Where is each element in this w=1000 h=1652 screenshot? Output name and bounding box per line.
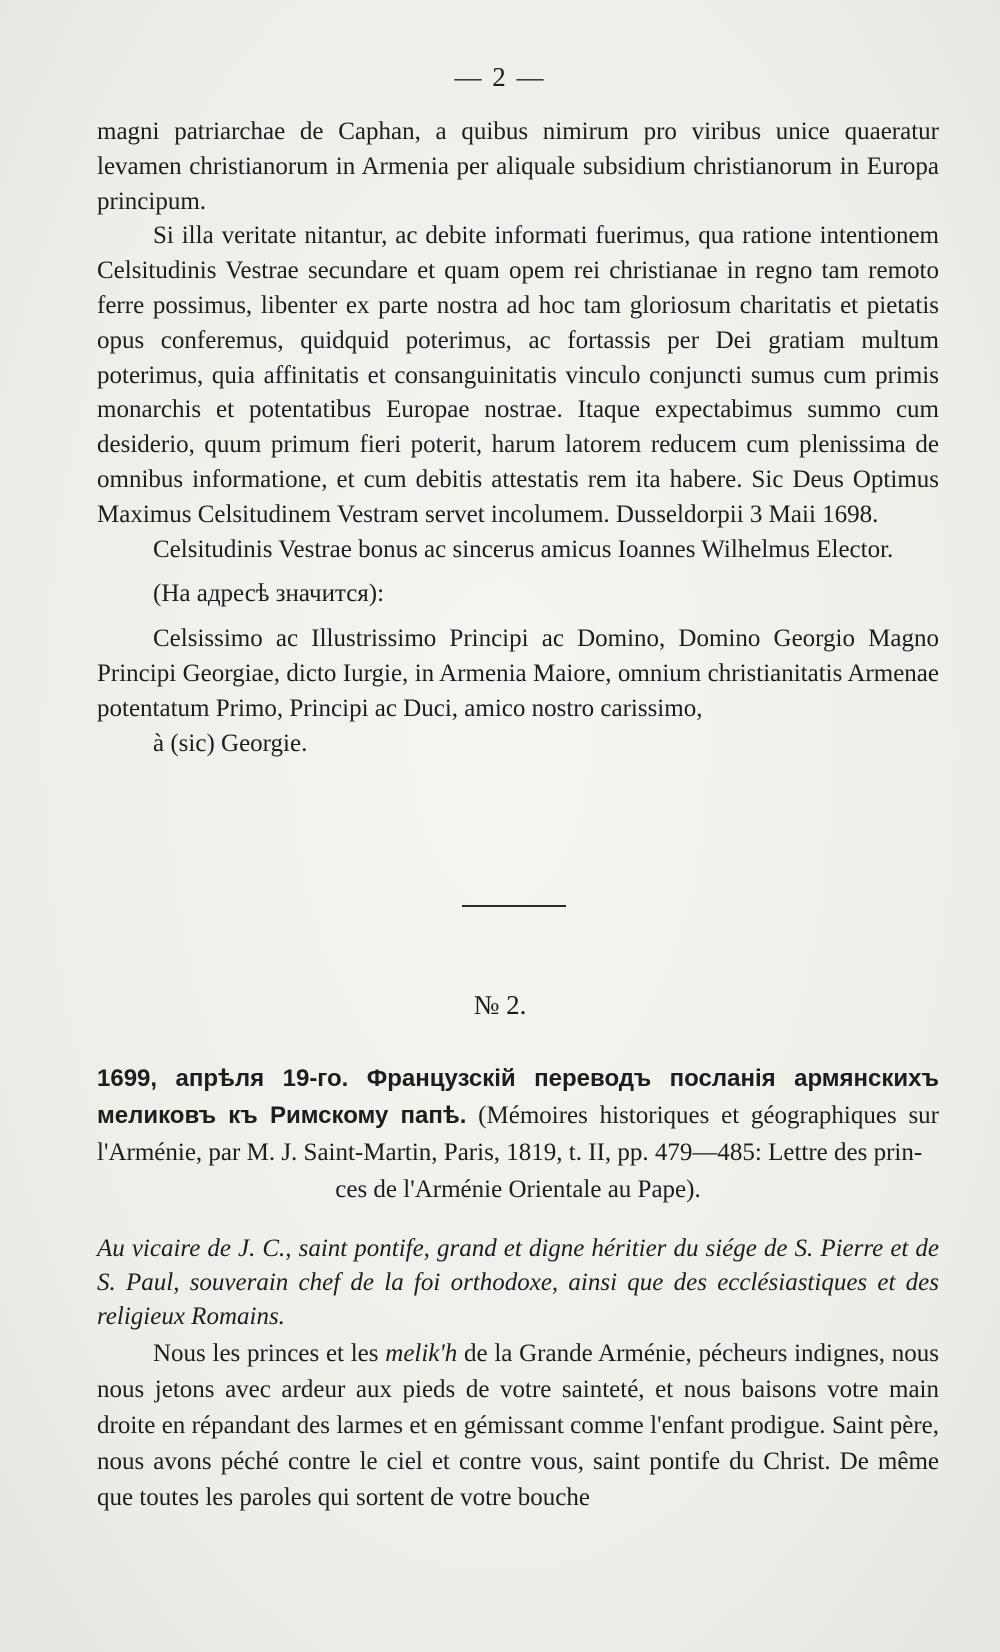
heading-source-end: ces de l'Arménie Orientale au Pape). <box>335 1176 701 1203</box>
paragraph-main: Si illa veritate nitantur, ac debite informati fuerimus, qua ratione intentionem Celsitudinis Vestrae secundare et quam opem rei christianae in regno tam remoto ferre possimus, libenter ex parte nostra ad hoc tam gloriosum charitatis et pietatis opus conferemus, quidquid poterimus, ac fortassis per Dei gratiam multum poterimus, quia affinitatis et consanguinitatis vinculo conjuncti sumus cum primis monarchis et potentatibus Europae nostrae. Itaque expectabimus summo cum desiderio, quum primum fieri poterit, harum latorem reducem cum plenissima de omnibus informatione, et cum debitis attestatis rem ita habere. Sic Deus Optimus Maximus Celsitudinem Vestram servet incolumem. Dusseldorpii 3 Maii 1698. <box>97 222 939 528</box>
heading-title: 1699, апрѣля 19-го. Французскій переводъ посланія армянскихъ меликовъ къ Римскому папѣ. <box>97 1065 939 1129</box>
paragraph-continuation: magni patriarchae de Caphan, a quibus nimirum pro viribus unice quaeratur levamen christianorum in Armenia per aliquale subsidium christianorum in Europa principum. <box>97 118 939 215</box>
heading-source: (Mémoires historiques et géographiques sur l'Arménie, par M. J. Saint-Martin, Paris, 1819, t. II, pp. 479—485: Lettre des prin- <box>97 1102 940 1166</box>
document-heading <box>97 1060 939 1208</box>
letter-body <box>97 1336 939 1516</box>
address-closing: à (sic) Georgie. <box>153 729 308 757</box>
paragraph-signature: Celsitudinis Vestrae bonus ac sincerus amicus Ioannes Wilhelmus Elector. <box>153 535 894 563</box>
address-text: Celsissimo ac Illustrissimo Principi ac Domino, Domino Georgio Magno Principi Georgiae, dicto Iurgie, in Armenia Maiore, omnium christianitatis Armenae potentatum Primo, Principi ac Duci, amico nostro carissimo, <box>97 625 939 722</box>
page-number: — 2 — <box>454 62 546 92</box>
address-note: (На адресѣ значится): <box>153 580 385 608</box>
body-italic-word: melik'h <box>385 1340 458 1367</box>
body-text-start: Nous les princes et les <box>153 1340 379 1367</box>
document-number: № 2. <box>473 990 527 1020</box>
letter-text-block <box>97 115 939 761</box>
section-divider <box>462 905 566 907</box>
letter-address-italic: Au vicaire de J. C., saint pontife, grand et digne héritier du siége de S. Pierre et de S. Paul, souverain chef de la foi orthodoxe, ainsi que des ecclésiastiques et des religieux Romains. <box>97 1235 939 1330</box>
body-text-rest: de la Grande Arménie, pécheurs indignes, nous nous jetons avec ardeur aux pieds de votre sainteté, et nous baisons votre main droite en répandant des larmes et en gémissant comme l'enfant prodigue. Saint père, nous avons péché contre le ciel et contre vous, saint pontife du Christ. De même que toutes les paroles qui sortent de votre bouche <box>97 1340 940 1511</box>
